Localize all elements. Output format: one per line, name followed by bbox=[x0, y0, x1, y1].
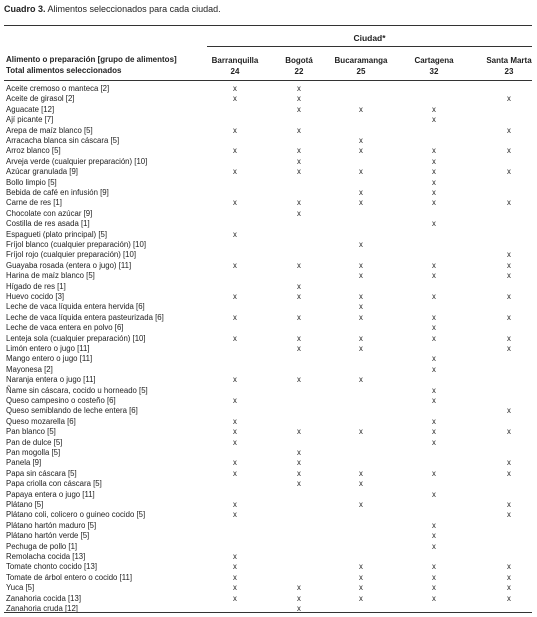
table-row bbox=[0, 427, 537, 437]
table-row bbox=[0, 542, 537, 552]
selected-mark: x bbox=[507, 510, 511, 520]
table-row bbox=[0, 334, 537, 344]
selected-mark: x bbox=[233, 396, 237, 405]
table-row bbox=[0, 219, 537, 229]
selected-mark: x bbox=[507, 271, 511, 281]
selected-mark: x bbox=[432, 198, 436, 208]
selected-mark: x bbox=[297, 104, 301, 114]
selected-mark: x bbox=[507, 468, 511, 478]
food-cell: Queso semiblando de leche entera [6] bbox=[6, 406, 138, 416]
table-row bbox=[0, 406, 537, 416]
city-header bbox=[329, 55, 393, 77]
food-cell: Queso mozarella [6] bbox=[6, 416, 76, 426]
selected-mark: x bbox=[432, 427, 436, 437]
selected-mark: x bbox=[359, 136, 363, 145]
food-cell: Arveja verde (cualquier preparación) [10] bbox=[6, 156, 148, 166]
selected-mark: x bbox=[359, 240, 363, 249]
selected-mark: x bbox=[432, 364, 436, 374]
selected-mark: x bbox=[359, 500, 363, 509]
selected-mark: x bbox=[359, 312, 363, 322]
table-row bbox=[0, 157, 537, 167]
top-rule bbox=[4, 25, 532, 26]
caption-text: Alimentos seleccionados para cada ciudad. bbox=[47, 4, 221, 14]
selected-mark: x bbox=[233, 94, 237, 104]
selected-mark: x bbox=[233, 552, 237, 561]
selected-mark: x bbox=[432, 177, 436, 187]
table-row bbox=[0, 510, 537, 520]
selected-mark: x bbox=[507, 333, 511, 343]
selected-mark: x bbox=[432, 396, 436, 405]
table-row bbox=[0, 261, 537, 271]
table-row bbox=[0, 500, 537, 510]
table-row bbox=[0, 282, 537, 292]
table-row bbox=[0, 386, 537, 396]
selected-mark: x bbox=[233, 125, 237, 135]
selected-mark: x bbox=[507, 500, 511, 509]
selected-mark: x bbox=[359, 479, 363, 489]
selected-mark: x bbox=[432, 156, 436, 166]
food-cell: Naranja entera o jugo [11] bbox=[6, 375, 96, 385]
table-row bbox=[0, 490, 537, 500]
table-row bbox=[0, 313, 537, 323]
selected-mark: x bbox=[297, 312, 301, 322]
food-cell: Pan mogolla [5] bbox=[6, 448, 61, 457]
table-caption bbox=[4, 4, 221, 14]
selected-mark: x bbox=[233, 260, 237, 270]
food-cell: Leche de vaca entera en polvo [6] bbox=[6, 323, 124, 333]
selected-mark: x bbox=[507, 572, 511, 582]
selected-mark: x bbox=[297, 146, 301, 156]
selected-mark: x bbox=[507, 344, 511, 353]
food-cell: Costilla de res asada [1] bbox=[6, 219, 90, 229]
city-total: 23 bbox=[504, 67, 514, 76]
selected-mark: x bbox=[233, 292, 237, 301]
selected-mark: x bbox=[233, 167, 237, 177]
table-row bbox=[0, 469, 537, 479]
food-cell: Arroz blanco [5] bbox=[6, 146, 61, 156]
selected-mark: x bbox=[359, 572, 363, 582]
selected-mark: x bbox=[432, 167, 436, 177]
table-row bbox=[0, 448, 537, 458]
selected-mark: x bbox=[233, 500, 237, 509]
selected-mark: x bbox=[297, 604, 301, 613]
food-cell: Limón entero o jugo [11] bbox=[6, 344, 90, 353]
food-cell: Tomate chonto cocido [13] bbox=[6, 562, 98, 572]
selected-mark: x bbox=[359, 562, 363, 572]
selected-mark: x bbox=[432, 188, 436, 197]
table-row bbox=[0, 562, 537, 572]
selected-mark: x bbox=[297, 448, 301, 457]
table-row bbox=[0, 230, 537, 240]
city-group-rule bbox=[207, 46, 532, 47]
table-row bbox=[0, 126, 537, 136]
selected-mark: x bbox=[297, 333, 301, 343]
food-cell: Fríjol rojo (cualquier preparación) [10] bbox=[6, 250, 137, 260]
selected-mark: x bbox=[432, 531, 436, 541]
table-row bbox=[0, 438, 537, 448]
table-row bbox=[0, 94, 537, 104]
selected-mark: x bbox=[233, 583, 237, 593]
table-row bbox=[0, 365, 537, 375]
header-bottom-rule bbox=[4, 80, 532, 81]
selected-mark: x bbox=[432, 219, 436, 229]
food-cell: Aceite cremoso o manteca [2] bbox=[6, 84, 110, 93]
food-cell: Papaya entera o jugo [11] bbox=[6, 489, 95, 499]
selected-mark: x bbox=[432, 583, 436, 593]
selected-mark: x bbox=[297, 458, 301, 468]
selected-mark: x bbox=[359, 593, 363, 603]
city-total: 22 bbox=[294, 67, 304, 76]
food-cell: Leche de vaca líquida entera hervida [6] bbox=[6, 302, 145, 312]
table-row bbox=[0, 552, 537, 562]
table-row bbox=[0, 583, 537, 593]
selected-mark: x bbox=[297, 593, 301, 603]
food-cell: Queso campesino o costeño [6] bbox=[6, 396, 116, 405]
selected-mark: x bbox=[233, 468, 237, 478]
food-cell: Pan blanco [5] bbox=[6, 427, 56, 437]
selected-mark: x bbox=[432, 593, 436, 603]
table-row bbox=[0, 250, 537, 260]
selected-mark: x bbox=[432, 520, 436, 530]
city-name: Bogotá bbox=[285, 56, 313, 65]
selected-mark: x bbox=[507, 260, 511, 270]
selected-mark: x bbox=[359, 468, 363, 478]
selected-mark: x bbox=[359, 271, 363, 281]
table-row bbox=[0, 354, 537, 364]
table-row bbox=[0, 302, 537, 312]
city-header bbox=[402, 55, 466, 77]
selected-mark: x bbox=[507, 583, 511, 593]
city-header bbox=[267, 55, 331, 77]
selected-mark: x bbox=[432, 437, 436, 447]
caption-label: Cuadro 3. bbox=[4, 4, 46, 14]
food-cell: Carne de res [1] bbox=[6, 198, 62, 208]
selected-mark: x bbox=[233, 198, 237, 208]
selected-mark: x bbox=[359, 427, 363, 437]
selected-mark: x bbox=[359, 344, 363, 353]
food-cell: Leche de vaca líquida entera pasteurizada [6] bbox=[6, 312, 164, 322]
selected-mark: x bbox=[432, 292, 436, 301]
table-row bbox=[0, 198, 537, 208]
selected-mark: x bbox=[507, 406, 511, 416]
selected-mark: x bbox=[432, 333, 436, 343]
selected-mark: x bbox=[233, 375, 237, 385]
food-cell: Plátano hartón verde [5] bbox=[6, 531, 90, 541]
food-cell: Bebida de café en infusión [9] bbox=[6, 188, 109, 197]
food-cell: Ají picante [7] bbox=[6, 115, 54, 125]
selected-mark: x bbox=[297, 156, 301, 166]
table-row bbox=[0, 417, 537, 427]
food-cell: Remolacha cocida [13] bbox=[6, 552, 86, 561]
food-cell: Tomate de árbol entero o cocido [11] bbox=[6, 572, 132, 582]
selected-mark: x bbox=[233, 84, 237, 93]
city-total: 32 bbox=[429, 67, 439, 76]
selected-mark: x bbox=[359, 198, 363, 208]
food-cell: Yuca [5] bbox=[6, 583, 35, 593]
selected-mark: x bbox=[233, 562, 237, 572]
city-name: Cartagena bbox=[414, 56, 454, 65]
food-cell: Harina de maíz blanco [5] bbox=[6, 271, 95, 281]
food-cell: Mayonesa [2] bbox=[6, 364, 53, 374]
selected-mark: x bbox=[507, 167, 511, 177]
selected-mark: x bbox=[432, 323, 436, 333]
food-cell: Arracacha blanca sin cáscara [5] bbox=[6, 136, 120, 145]
selected-mark: x bbox=[432, 115, 436, 125]
selected-mark: x bbox=[359, 333, 363, 343]
selected-mark: x bbox=[432, 271, 436, 281]
selected-mark: x bbox=[297, 260, 301, 270]
table-row bbox=[0, 105, 537, 115]
bottom-rule bbox=[4, 612, 532, 613]
selected-mark: x bbox=[297, 198, 301, 208]
selected-mark: x bbox=[507, 312, 511, 322]
table-row bbox=[0, 146, 537, 156]
selected-mark: x bbox=[507, 198, 511, 208]
food-cell: Huevo cocido [3] bbox=[6, 292, 65, 301]
table-row bbox=[0, 521, 537, 531]
food-cell: Lenteja sola (cualquier preparación) [10] bbox=[6, 333, 146, 343]
table-row bbox=[0, 84, 537, 94]
food-cell: Mango entero o jugo [11] bbox=[6, 354, 93, 364]
food-cell: Aceite de girasol [2] bbox=[6, 94, 75, 104]
selected-mark: x bbox=[359, 188, 363, 197]
table-row bbox=[0, 115, 537, 125]
selected-mark: x bbox=[297, 344, 301, 353]
table-row bbox=[0, 178, 537, 188]
table-row bbox=[0, 323, 537, 333]
selected-mark: x bbox=[507, 427, 511, 437]
city-name: Santa Marta bbox=[486, 56, 532, 65]
selected-mark: x bbox=[297, 281, 301, 291]
city-name: Bucaramanga bbox=[334, 56, 388, 65]
food-cell: Zanahoria cocida [13] bbox=[6, 593, 81, 603]
table-row bbox=[0, 594, 537, 604]
selected-mark: x bbox=[507, 125, 511, 135]
food-cell: Zanahoria cruda [12] bbox=[6, 604, 78, 613]
food-cell: Azúcar granulada [9] bbox=[6, 167, 78, 177]
selected-mark: x bbox=[297, 125, 301, 135]
food-cell: Chocolate con azúcar [9] bbox=[6, 208, 93, 218]
table-row bbox=[0, 344, 537, 354]
food-column-header: Alimento o preparación [grupo de alimentos] bbox=[6, 55, 177, 64]
selected-mark: x bbox=[297, 479, 301, 489]
selected-mark: x bbox=[432, 385, 436, 395]
selected-mark: x bbox=[297, 292, 301, 301]
city-name: Barranquilla bbox=[211, 56, 259, 65]
selected-mark: x bbox=[233, 458, 237, 468]
selected-mark: x bbox=[359, 375, 363, 385]
selected-mark: x bbox=[359, 146, 363, 156]
city-total: 25 bbox=[356, 67, 366, 76]
selected-mark: x bbox=[233, 437, 237, 447]
food-cell: Papa criolla con cáscara [5] bbox=[6, 479, 102, 489]
selected-mark: x bbox=[297, 427, 301, 437]
selected-mark: x bbox=[297, 208, 301, 218]
selected-mark: x bbox=[359, 104, 363, 114]
selected-mark: x bbox=[233, 333, 237, 343]
food-cell: Ñame sin cáscara, cocido u horneado [5] bbox=[6, 385, 148, 395]
table-row bbox=[0, 240, 537, 250]
selected-mark: x bbox=[297, 94, 301, 104]
selected-mark: x bbox=[432, 354, 436, 364]
table-row bbox=[0, 479, 537, 489]
table-row bbox=[0, 396, 537, 406]
table-row bbox=[0, 292, 537, 302]
selected-mark: x bbox=[432, 562, 436, 572]
table-row bbox=[0, 573, 537, 583]
selected-mark: x bbox=[233, 572, 237, 582]
food-cell: Bollo limpio [5] bbox=[6, 177, 57, 187]
city-header bbox=[203, 55, 267, 77]
selected-mark: x bbox=[359, 167, 363, 177]
selected-mark: x bbox=[297, 468, 301, 478]
selected-mark: x bbox=[233, 427, 237, 437]
selected-mark: x bbox=[432, 416, 436, 426]
selected-mark: x bbox=[432, 489, 436, 499]
selected-mark: x bbox=[432, 260, 436, 270]
food-cell: Plátano coli, colicero o guineo cocido [5] bbox=[6, 510, 146, 520]
city-group-header: Ciudad* bbox=[353, 33, 386, 43]
selected-mark: x bbox=[297, 167, 301, 177]
table-row bbox=[0, 136, 537, 146]
selected-mark: x bbox=[297, 583, 301, 593]
food-cell: Plátano hartón maduro [5] bbox=[6, 520, 97, 530]
table-row bbox=[0, 271, 537, 281]
selected-mark: x bbox=[432, 572, 436, 582]
table-row bbox=[0, 167, 537, 177]
food-cell: Guayaba rosada (entera o jugo) [11] bbox=[6, 260, 132, 270]
selected-mark: x bbox=[507, 292, 511, 301]
selected-mark: x bbox=[507, 250, 511, 260]
selected-mark: x bbox=[432, 541, 436, 551]
food-cell: Espagueti (plato principal) [5] bbox=[6, 229, 107, 239]
food-cell: Panela [9] bbox=[6, 458, 42, 468]
food-cell: Pechuga de pollo [1] bbox=[6, 541, 78, 551]
selected-mark: x bbox=[359, 260, 363, 270]
selected-mark: x bbox=[432, 146, 436, 156]
selected-mark: x bbox=[233, 229, 237, 239]
selected-mark: x bbox=[233, 312, 237, 322]
selected-mark: x bbox=[507, 562, 511, 572]
selected-mark: x bbox=[507, 458, 511, 468]
selected-mark: x bbox=[233, 593, 237, 603]
table-row bbox=[0, 375, 537, 385]
selected-mark: x bbox=[297, 84, 301, 93]
selected-mark: x bbox=[507, 593, 511, 603]
city-total: 24 bbox=[230, 67, 240, 76]
selected-mark: x bbox=[432, 104, 436, 114]
selected-mark: x bbox=[432, 468, 436, 478]
food-cell: Pan de dulce [5] bbox=[6, 437, 63, 447]
food-cell: Aguacate [12] bbox=[6, 104, 55, 114]
total-row-header: Total alimentos seleccionados bbox=[6, 66, 122, 75]
selected-mark: x bbox=[359, 583, 363, 593]
table-row bbox=[0, 531, 537, 541]
food-cell: Papa sin cáscara [5] bbox=[6, 468, 77, 478]
table-row bbox=[0, 188, 537, 198]
food-cell: Arepa de maíz blanco [5] bbox=[6, 125, 93, 135]
selected-mark: x bbox=[507, 94, 511, 104]
selected-mark: x bbox=[233, 510, 237, 520]
food-cell: Plátano [5] bbox=[6, 500, 44, 509]
food-cell: Fríjol blanco (cualquier preparación) [10] bbox=[6, 240, 146, 249]
city-header bbox=[477, 55, 537, 77]
table-row bbox=[0, 209, 537, 219]
selected-mark: x bbox=[432, 312, 436, 322]
selected-mark: x bbox=[297, 375, 301, 385]
selected-mark: x bbox=[359, 292, 363, 301]
selected-mark: x bbox=[233, 146, 237, 156]
selected-mark: x bbox=[507, 146, 511, 156]
selected-mark: x bbox=[359, 302, 363, 312]
table-row bbox=[0, 458, 537, 468]
food-cell: Hígado de res [1] bbox=[6, 281, 66, 291]
selected-mark: x bbox=[233, 416, 237, 426]
